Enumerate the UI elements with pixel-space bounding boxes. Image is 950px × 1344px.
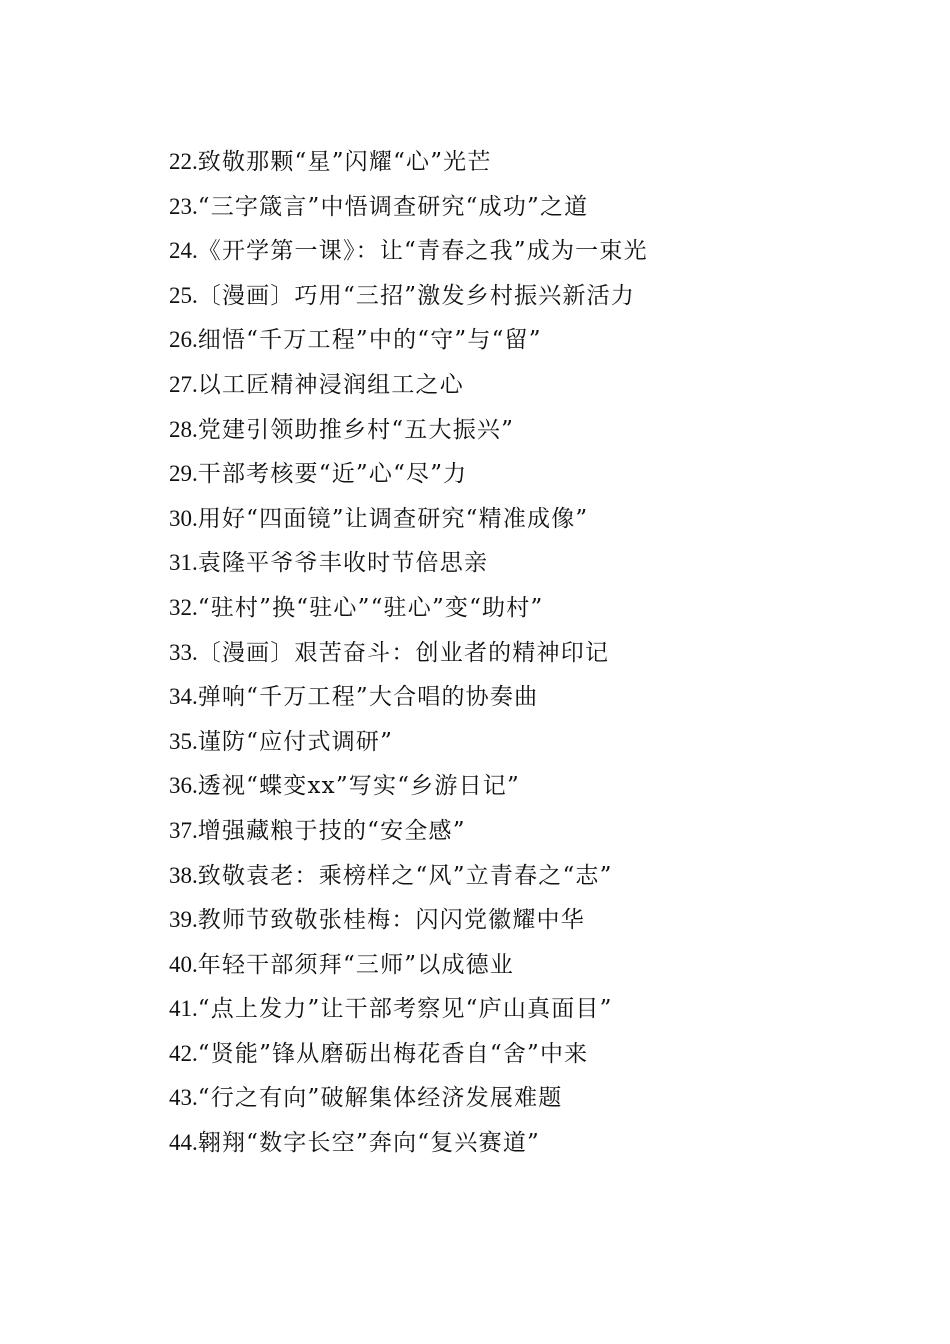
list-item xyxy=(169,497,648,542)
list-item xyxy=(169,1032,648,1077)
item-text: 弹响“千万工程”大合唱的协奏曲 xyxy=(197,684,539,711)
list-item xyxy=(169,809,648,854)
item-text: 细悟“千万工程”中的“守”与“留” xyxy=(197,327,542,354)
item-number: 22. xyxy=(169,149,198,174)
item-text: 党建引领助推乡村“五大振兴” xyxy=(197,416,515,443)
list-item xyxy=(169,987,648,1032)
item-number: 40. xyxy=(169,951,198,977)
item-number: 43. xyxy=(169,1085,198,1111)
item-text: 增强藏粮于技的“安全感” xyxy=(197,817,466,844)
list-item xyxy=(169,943,648,988)
item-text: 教师节致敬张桂梅：闪闪党徽耀中华 xyxy=(197,907,585,934)
item-number: 41. xyxy=(169,996,198,1022)
item-number: 32. xyxy=(169,594,198,620)
item-number: 35. xyxy=(169,728,198,754)
list-item xyxy=(169,1121,648,1166)
item-text: 谨防“应付式调研” xyxy=(197,728,394,755)
item-text: “贤能”锋从磨砺出梅花香自“舍”中来 xyxy=(197,1040,589,1067)
list-item xyxy=(169,586,648,631)
list-item xyxy=(169,185,648,230)
list-item xyxy=(169,854,648,899)
item-text: 〔漫画〕巧用“三招”激发乡村振兴新活力 xyxy=(197,282,636,309)
item-number: 23. xyxy=(169,193,198,219)
list-item xyxy=(169,720,648,765)
item-text: 干部考核要“近”心“尽”力 xyxy=(197,461,468,488)
item-number: 33. xyxy=(169,639,198,665)
item-text: 年轻干部须拜“三师”以成德业 xyxy=(197,951,515,978)
list-item xyxy=(169,675,648,720)
item-number: 27. xyxy=(169,371,198,397)
item-number: 25. xyxy=(169,282,198,308)
item-text: 〔漫画〕艰苦奋斗：创业者的精神印记 xyxy=(197,639,610,666)
item-text: 翱翔“数字长空”奔向“复兴赛道” xyxy=(197,1130,540,1157)
item-number: 34. xyxy=(169,684,198,710)
list-item xyxy=(169,541,648,586)
item-number: 42. xyxy=(169,1040,198,1066)
item-text: “驻村”换“驻心”“驻心”变“助村” xyxy=(197,594,544,621)
list-item xyxy=(169,274,648,319)
item-text: 用好“四面镜”让调查研究“精准成像” xyxy=(197,505,589,532)
item-text: 透视“蝶变xx”写实“乡游日记” xyxy=(197,773,520,800)
item-text: “点上发力”让干部考察见“庐山真面目” xyxy=(197,996,613,1023)
list-item xyxy=(169,408,648,453)
list-item xyxy=(169,229,648,274)
item-number: 39. xyxy=(169,907,198,933)
list-item xyxy=(169,452,648,497)
item-number: 37. xyxy=(169,817,198,843)
item-number: 30. xyxy=(169,505,198,531)
item-text: 致敬那颗“星”闪耀“心”光芒 xyxy=(197,149,492,175)
item-text: “三字箴言”中悟调查研究“成功”之道 xyxy=(197,193,589,220)
item-number: 24. xyxy=(169,238,198,264)
list-item xyxy=(169,363,648,408)
item-text: “行之有向”破解集体经济发展难题 xyxy=(197,1085,563,1112)
item-number: 29. xyxy=(169,461,198,487)
title-list xyxy=(169,140,648,1166)
list-item xyxy=(169,318,648,363)
item-number: 31. xyxy=(169,550,198,576)
list-item xyxy=(169,764,648,809)
item-text: 《开学第一课》：让“青春之我”成为一束光 xyxy=(197,238,648,265)
item-number: 26. xyxy=(169,327,198,353)
list-item xyxy=(169,140,648,185)
item-text: 致敬袁老：乘榜样之“风”立青春之“志” xyxy=(197,862,613,889)
item-text: 袁隆平爷爷丰收时节倍思亲 xyxy=(197,550,489,577)
list-item xyxy=(169,898,648,943)
item-number: 44. xyxy=(169,1130,198,1156)
item-number: 36. xyxy=(169,773,198,799)
list-item xyxy=(169,631,648,676)
item-text: 以工匠精神浸润组工之心 xyxy=(197,371,464,398)
item-number: 38. xyxy=(169,862,198,888)
item-number: 28. xyxy=(169,416,198,442)
list-item xyxy=(169,1076,648,1121)
